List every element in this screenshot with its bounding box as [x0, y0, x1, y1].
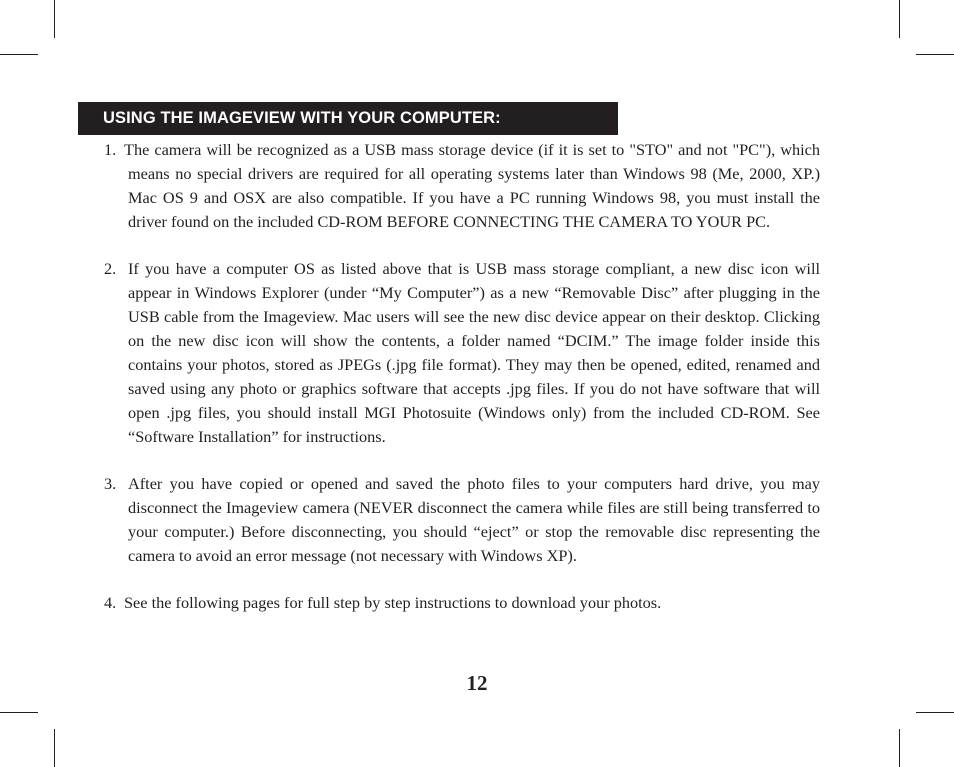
instruction-text: The camera will be recognized as a USB mass storage device (if it is set to "STO" and not "PC"), which means no special drivers are required for all operating systems later than Windows 98 (Me, 2000, XP.) Mac OS 9 and OSX are also compatible. If you have a PC running Windows 98, you must install the driver found on the included CD-ROM BEFORE CONNECTING THE CAMERA TO YOUR PC.: [124, 140, 820, 231]
instruction-number: 4.: [104, 593, 117, 612]
crop-mark-top-left-horizontal: [0, 54, 38, 55]
page-number: 12: [466, 671, 488, 695]
instruction-item-3: [104, 472, 820, 568]
instruction-number: 3.: [104, 474, 117, 493]
crop-mark-bottom-left-vertical: [54, 729, 55, 767]
instruction-text: After you have copied or opened and saved the photo files to your computers hard drive, you may disconnect the Imageview camera (NEVER disconnect the camera while files are still being transferred to your computer.) Before disconnecting, you should “eject” or stop the removable disc representing the camera to avoid an error message (not necessary with Windows XP).: [128, 474, 820, 565]
crop-mark-bottom-left-horizontal: [0, 712, 38, 713]
instruction-text: See the following pages for full step by step instructions to download your photos.: [124, 593, 662, 612]
instruction-number: 1.: [104, 140, 117, 159]
instruction-list: [104, 138, 820, 615]
instruction-number: 2.: [104, 259, 117, 278]
crop-mark-bottom-right-vertical: [899, 729, 900, 767]
crop-mark-top-right-vertical: [899, 0, 900, 38]
crop-mark-top-left-vertical: [54, 0, 55, 38]
instruction-item-2: [104, 257, 820, 449]
instruction-text: If you have a computer OS as listed above that is USB mass storage compliant, a new disc icon will appear in Windows Explorer (under “My Computer”) as a new “Removable Disc” after plugging in the USB cable from the Imageview. Mac users will see the new disc device appear on their desktop. Clicking on the new disc icon will show the contents, a folder named “DCIM.” The image folder inside this contains your photos, stored as JPEGs (.jpg file format). They may then be opened, edited, renamed and saved using any photo or graphics software that accepts .jpg files. If you do not have software that will open .jpg files, you should install MGI Photosuite (Windows only) from the included CD-ROM. See “Software Installation” for instructions.: [128, 259, 820, 446]
section-header-bar: [78, 102, 618, 135]
section-title: USING THE IMAGEVIEW WITH YOUR COMPUTER:: [103, 109, 501, 127]
instruction-item-1: [104, 138, 820, 234]
crop-mark-top-right-horizontal: [916, 54, 954, 55]
instruction-item-4: [104, 591, 820, 615]
crop-mark-bottom-right-horizontal: [916, 712, 954, 713]
